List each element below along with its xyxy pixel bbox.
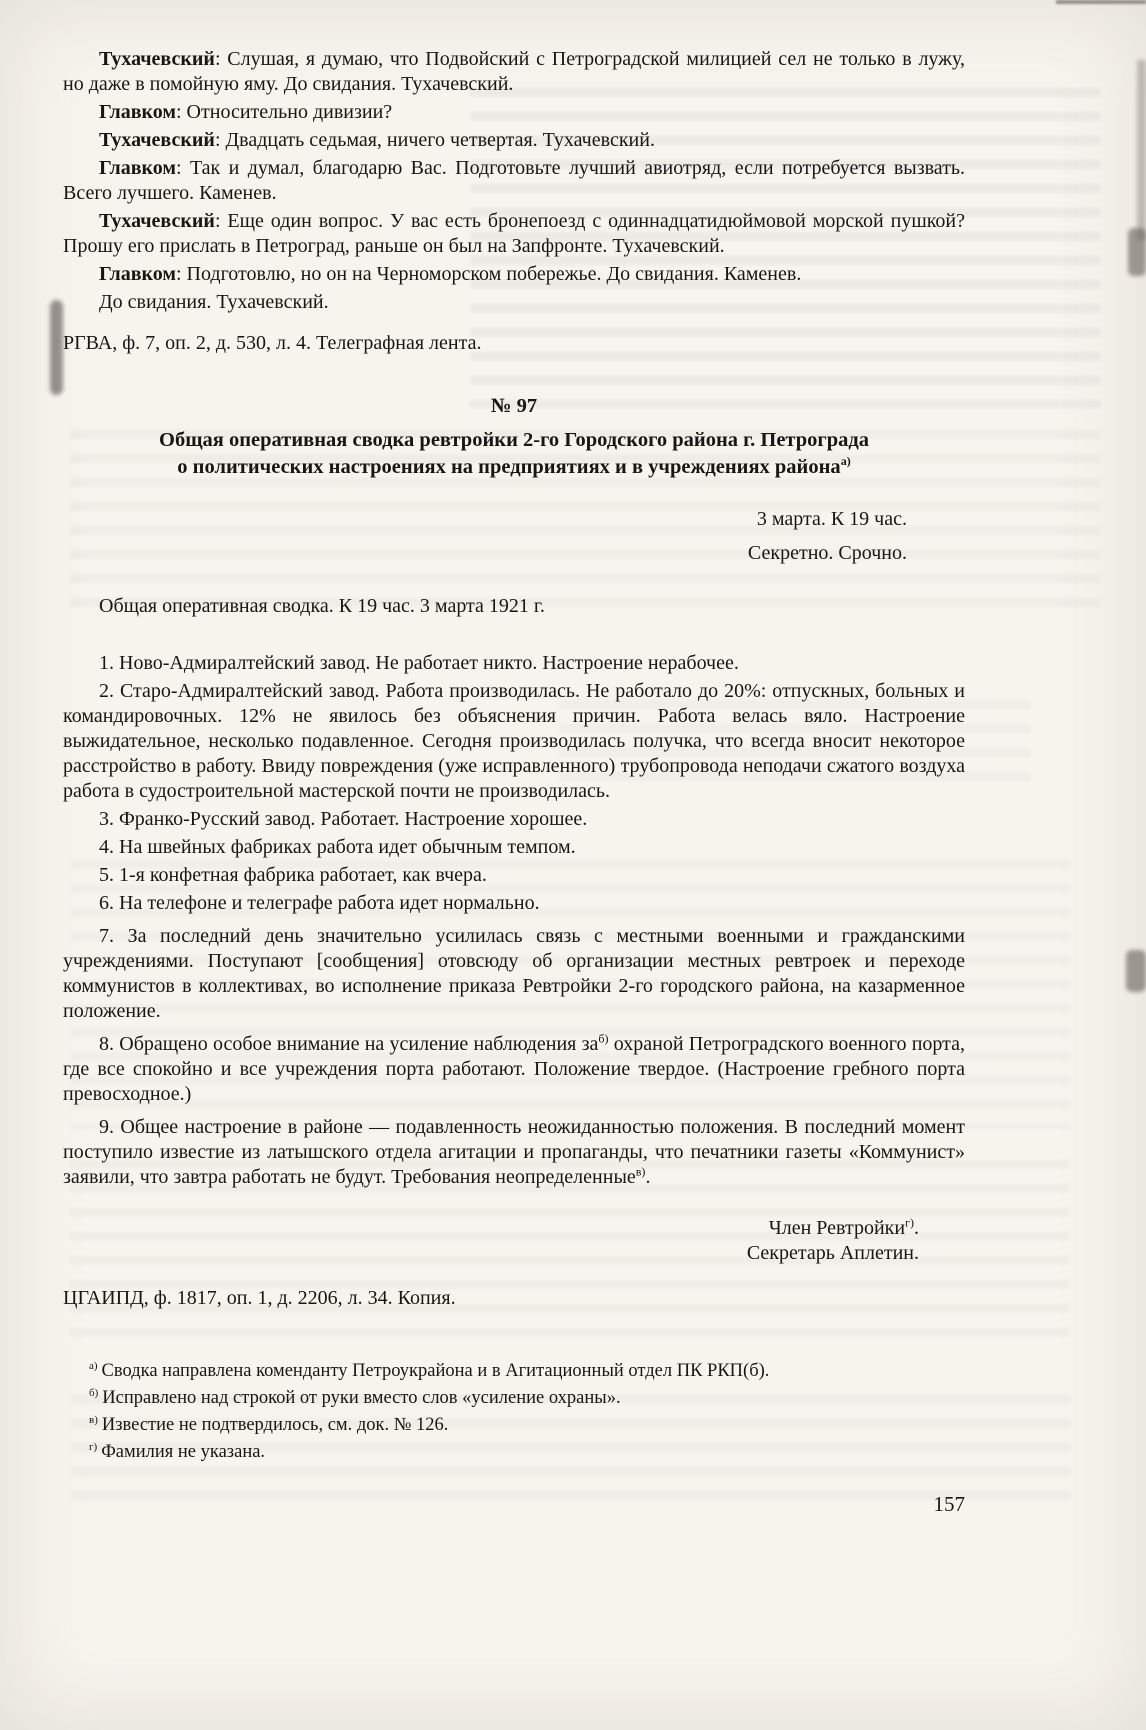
archive-reference: РГВА, ф. 7, оп. 2, д. 530, л. 4. Телеграфная лента.	[63, 332, 482, 354]
telegraph-transcript-section	[63, 47, 965, 356]
list-item-1	[63, 651, 965, 676]
document-97-section	[63, 394, 965, 1311]
footnote-text: Известие не подтвердилось, см. док. № 126.	[101, 1415, 449, 1435]
footnote-marker: б)	[89, 1386, 99, 1399]
classification-line: Секретно. Срочно.	[747, 542, 907, 564]
speaker-name: Тухачевский	[99, 210, 215, 232]
list-item-text: 5. 1-я конфетная фабрика работает, как вчера.	[99, 864, 487, 886]
scan-artifact	[1137, 60, 1146, 240]
speaker-name: Тухачевский	[99, 48, 215, 70]
speaker-name: Главком	[99, 101, 176, 123]
speaker-name: Тухачевский	[99, 129, 215, 151]
footnotes-section	[63, 1359, 965, 1464]
page-content	[63, 44, 965, 1517]
footnote-text: Сводка направлена коменданту Петроукрайона и в Агитационный отдел ПК РКП(б).	[101, 1361, 770, 1381]
signature-role-suffix: .	[914, 1217, 919, 1239]
footnote-marker: а)	[89, 1359, 98, 1372]
list-item-text: 4. На швейных фабриках работа идет обычным темпом.	[99, 836, 576, 858]
speaker-name: Главком	[99, 263, 176, 285]
list-item-text: 1. Ново-Адмиралтейский завод. Не работает никто. Настроение нерабочее.	[99, 652, 739, 674]
speaker-text: : Еще один вопрос. У вас есть бронепоезд с одиннадцатидюймовой морской пушкой? Прошу его прислать в Петроград, раньше он был на Запфронте. Тухачевский.	[63, 210, 965, 257]
list-item-text: 8. Обращено особое внимание на усиление наблюдения за	[99, 1033, 599, 1055]
footnote-marker-a: а)	[840, 454, 851, 469]
summary-intro-line: Общая оперативная сводка. К 19 час. 3 марта 1921 г.	[99, 595, 545, 617]
footnote-marker: в)	[89, 1413, 98, 1426]
list-item-3	[63, 807, 965, 832]
list-item-text: 9. Общее настроение в районе — подавленность неожиданностью положения. В последний момент поступило известие из латышского отдела агитации и пропаганды, что печатники газеты «Коммунист» заявили, что завтра работать не будут. Требования неопределенные	[63, 1116, 965, 1188]
list-item-text: 2. Старо-Адмиралтейский завод. Работа производилась. Не работало до 20%: отпускных, больных и командировочных. 12% не явилось без объяснения причин. Работа велась вяло. Настроение выжидательное, несколько подавленное. Сегодня производилась получка, что всегда вносит некоторое расстройство в работу. Ввиду повреждения (уже исправленного) трубопровода неподачи сжатого воздуха работа в судостроительной мастерской почти не производилась.	[63, 680, 965, 802]
document-title	[63, 427, 965, 481]
telegraph-paragraph	[63, 156, 965, 206]
page-number: 157	[933, 1492, 965, 1516]
footnote-g	[63, 1440, 965, 1464]
list-item-2	[63, 679, 965, 804]
footnote-b	[63, 1386, 965, 1410]
speaker-text: : Относительно дивизии?	[176, 101, 393, 123]
footnote-text: Фамилия не указана.	[101, 1442, 266, 1462]
list-item-8	[63, 1032, 965, 1107]
document-title-line1: Общая оперативная сводка ревтройки 2-го Городского района г. Петрограда	[159, 429, 869, 451]
telegraph-paragraph	[63, 209, 965, 259]
list-item-text: 6. На телефоне и телеграфе работа идет нормально.	[99, 892, 540, 914]
document-number: № 97	[490, 395, 538, 417]
footnote-a	[63, 1359, 965, 1383]
footnote-marker-g: г)	[905, 1215, 914, 1230]
list-item-9	[63, 1115, 965, 1190]
list-item-5	[63, 863, 965, 888]
speaker-text: : Слушая, я думаю, что Подвойский с Петроградской милицией сел не только в лужу, но даже в помойную яму. До свидания. Тухачевский.	[63, 48, 965, 95]
speaker-name: Главком	[99, 157, 176, 179]
scan-artifact	[1128, 228, 1146, 276]
document-title-line2: о политических настроениях на предприятиях и в учреждениях района	[177, 456, 841, 478]
closing-line: До свидания. Тухачевский.	[99, 291, 329, 313]
footnote-text: Исправлено над строкой от руки вместо слов «усиление охраны».	[102, 1388, 621, 1408]
signature-role	[63, 1216, 965, 1241]
telegraph-paragraph	[63, 47, 965, 97]
telegraph-paragraph	[63, 100, 965, 125]
list-item-text: 3. Франко-Русский завод. Работает. Настроение хорошее.	[99, 808, 588, 830]
list-item-7	[63, 924, 965, 1024]
speaker-text: : Подготовлю, но он на Черноморском побережье. До свидания. Каменев.	[176, 263, 802, 285]
footnote-marker-b: б)	[598, 1031, 609, 1046]
list-item-text: охраной Петроградского военного порта, где все спокойно и все учреждения порта работают. Положение твердое. (Настроение гребного порта превосходное.)	[63, 1033, 966, 1105]
list-item-text: 7. За последний день значительно усилилась связь с местными военными и гражданскими учреждениями. Поступают [сообщения] отовсюду об организации местных ревтроек и переходе коммунистов в коллективах, во исполнение приказа Ревтройки 2-го городского района, на казарменное положение.	[63, 925, 965, 1022]
footnote-v	[63, 1413, 965, 1437]
telegraph-paragraph	[63, 128, 965, 153]
list-item-text: .	[645, 1166, 651, 1188]
signature-role-text: Член Ревтройки	[768, 1217, 906, 1239]
signature-name: Секретарь Аплетин.	[746, 1242, 919, 1264]
speaker-text: : Двадцать седьмая, ничего четвертая. Тухачевский.	[214, 129, 655, 151]
speaker-text: : Так и думал, благодарю Вас. Подготовьте лучший авиотряд, если потребуется вызвать. Всего лучшего. Каменев.	[63, 157, 965, 204]
footnote-marker: г)	[89, 1440, 98, 1453]
scan-artifact	[1056, 0, 1146, 4]
telegraph-paragraph	[63, 262, 965, 287]
scan-artifact	[1126, 950, 1146, 992]
list-item-4	[63, 835, 965, 860]
footnote-marker-v: в)	[635, 1164, 646, 1179]
scan-artifact	[50, 300, 63, 395]
date-line: 3 марта. К 19 час.	[756, 508, 907, 530]
archive-reference-2: ЦГАИПД, ф. 1817, оп. 1, д. 2206, л. 34. Копия.	[63, 1287, 456, 1309]
list-item-6	[63, 891, 965, 916]
